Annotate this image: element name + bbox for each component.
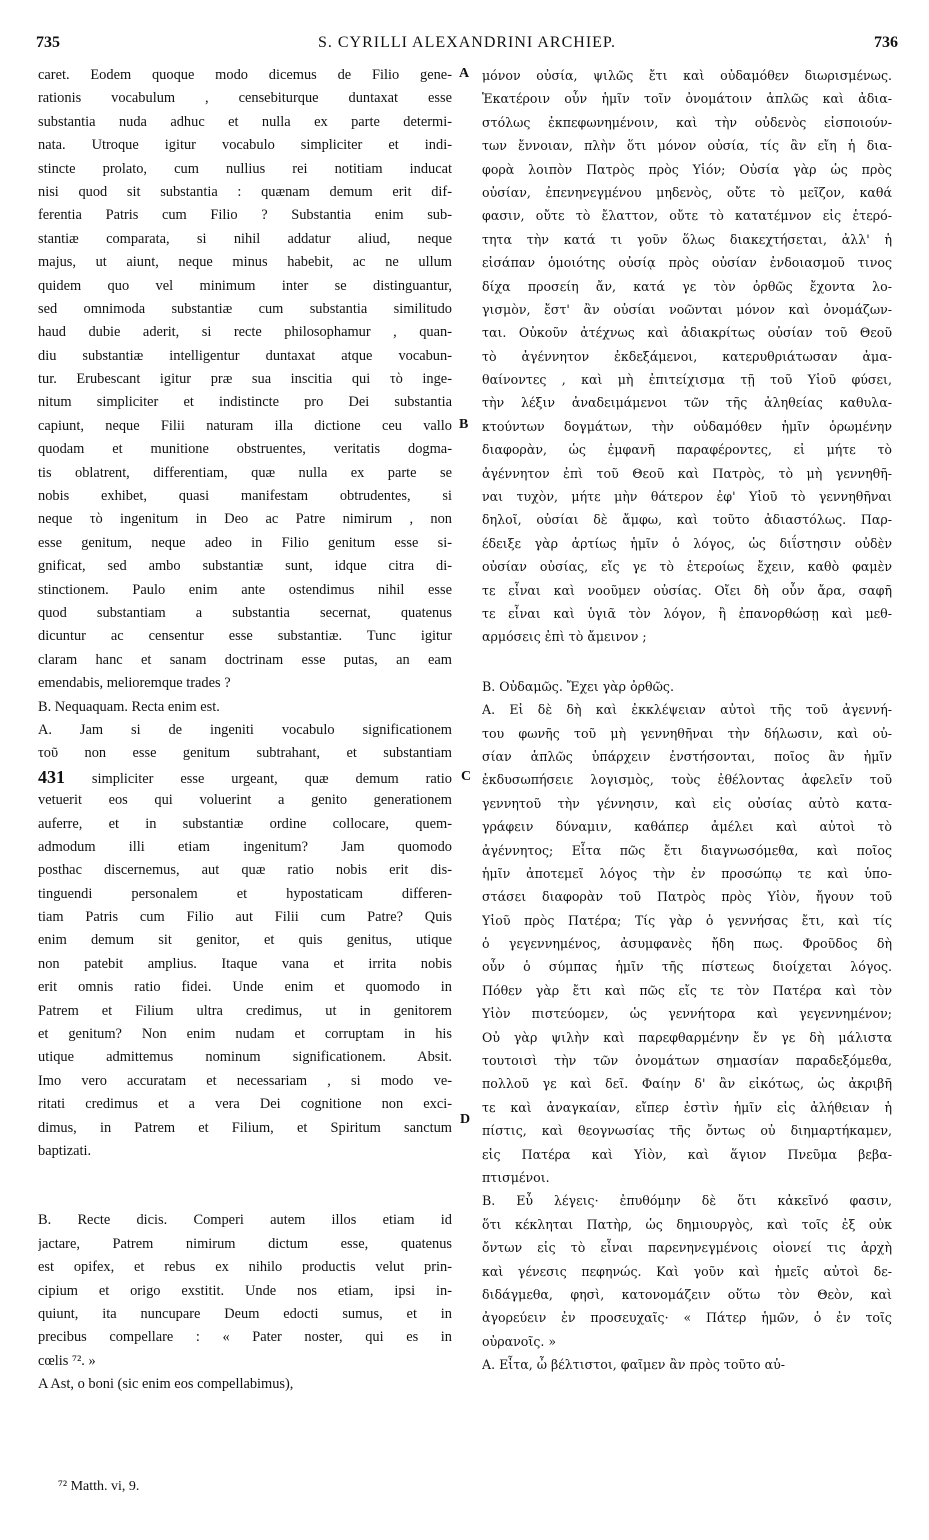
text-line: caret. Eodem quoque modo dicemus de Filio gene- (38, 67, 452, 83)
text-line: dimus, in Patrem et Filium, et Spiritum sanctum (38, 1119, 452, 1136)
text-line: γισμὸν, ἔστ' ἂν οὐσίαι νοῶνται μόνον καὶ ὀνομάζων- (482, 301, 892, 317)
text-line: neque τὸ ingenitum in Deo ac Patre nimirum , non (38, 511, 452, 528)
text-line: οὐσίαν οὐσίας, εἴς γε τὸ ἑτεροίως ἔχειν, καθὸ φαμὲν (482, 559, 892, 575)
inline-page-number: 431 (38, 766, 65, 787)
text-line: καὶ γένεσις πεφηνώς. Καὶ γοῦν καὶ ἡμεῖς αὐτοὶ δε- (482, 1263, 892, 1279)
text-line: στάσει διαφορὰν τοῦ Πατρὸς πρὸς Υἱὸν, ἤγουν τοῦ (482, 889, 892, 905)
text-line: εἰς Πατέρα καὶ Υἱὸν, καὶ ἅγιον Πνεῦμα βεβα- (482, 1146, 892, 1162)
text-line: stinctionem. Paulo enim ante ostendimus nihil esse (38, 581, 452, 598)
text-line: ritati credimus et a vera Dei cognitione non exci- (38, 1096, 452, 1113)
text-line: οὐρανοῖς. » (482, 1333, 557, 1349)
text-line (482, 662, 892, 675)
text-line: Α. Εἰ δὲ δὴ καὶ ἐκκλέψειαν αὐτοὶ τῆς τοῦ ἀγεννή- (482, 702, 892, 718)
text-line: posthac discernemus, aut quæ ratio nobis erit dis- (38, 862, 452, 879)
text-line: μόνον οὐσία, ψιλῶς ἔτι καὶ οὐδαμόθεν διωρισμένως. (482, 68, 892, 83)
text-line (38, 1163, 452, 1209)
text-line: διδάγμεθα, φησὶ, κατονομάζειν οὕτω τὸν Θεὸν, καὶ (482, 1286, 892, 1302)
text-line: θαίνοντες , καὶ μὴ ἐπιτείχισμα τῇ τοῦ Υἱοῦ φύσει, (482, 372, 892, 388)
text-line: ὅτι κέκληται Πατὴρ, ὡς δημιουργὸς, καὶ τοῖς ἐξ οὐκ (482, 1216, 892, 1232)
text-line: tis oblatrent, differentiam, quæ nulla ex parte se (38, 464, 452, 481)
text-line: ferentia Patris cum Filio ? Substantia enim sub- (38, 207, 452, 224)
text-line: nobis exhibet, quasi manifestam obtrudentes, si (38, 488, 452, 505)
text-line: tinguendi personalem et hypostaticam differen- (38, 885, 452, 902)
text-line: erit omnis ratio fidei. Unde enim et quomodo in (38, 979, 452, 996)
text-line: ναι τυχὸν, μήτε μὴν θάτερον ἐφ' Υἱοῦ τὸ γεννηθῆναι (482, 489, 892, 505)
text-line: ἡμῖν ἀποτεμεῖ λόγος τὴν ἐν προσώπῳ τε καὶ ὑπο- (482, 865, 892, 881)
text-line: Patrem et Filium ultra credimus, ut in genitorem (38, 1002, 452, 1019)
text-line: οὐσίαν, ἐπενηνεγμένου μηδενὸς, οὔτε τὸ μεῖζον, καθά (482, 184, 892, 200)
text-line: τε εἶναι καὶ ὑγιᾶ τὸν λόγον, ἢ ἐπανορθώσῃ καὶ μεθ- (482, 605, 892, 621)
text-line: 431 simpliciter esse urgeant, quæ demum ratio (38, 766, 452, 787)
text-line: Imo vero accuratam et necessariam , si modo ve- (38, 1072, 452, 1089)
text-line: δίχα προσείη ἄν, κατά γε τὸν ὀρθῶς ἔχοντα λο- (482, 278, 892, 294)
text-line: nitum simpliciter et indistincte pro Dei substantia (38, 394, 452, 411)
text-line: οὖν ὁ σύμπας ἡμῖν τῆς πίστεως διοίχεται λόγος. (482, 959, 892, 975)
page-number-left: 735 (36, 34, 60, 51)
text-line: αρμόσεις ἐπὶ τὸ ἄμεινον ; (482, 629, 647, 645)
text-line: ἀγέννητος; Εἶτα πῶς ἔτι διαγνωσόμεθα, καὶ ποῖος (482, 842, 892, 858)
text-line: τουτοισὶ τὴν τῶν ὀνομάτων σημασίαν παραδεξόμεθα, (482, 1053, 892, 1069)
text-line: γεννητοῦ τὴν γέννησιν, καὶ εἰς οὐσίας αὐτὸ κατα- (482, 795, 892, 811)
text-line: esse genitum, neque adeo in Filio genitum esse si- (38, 534, 452, 551)
text-line: ται. Οὐκοῦν ἀτέχνως καὶ ἀδιακρίτως οὐσίαν τοῦ Θεοῦ (482, 325, 892, 341)
text-line: baptizati. (38, 1142, 92, 1159)
text-line: A Ast, o boni (sic enim eos compellabimus), (38, 1376, 294, 1393)
text-line: auferre, et in substantiæ ordine collocare, quem- (38, 815, 452, 832)
text-line: jactare, Patrem nimirum dictum esse, quatenus (38, 1235, 452, 1252)
text-line: φορὰ λοιπὸν Πατρὸς πρὸς Υἱόν; Οὐσία γὰρ ὡς πρὸς (482, 161, 892, 177)
text-line: πίστις, καὶ θεογνωσίας τῆς ὄντως οὐ διημαρτήκαμεν, (482, 1123, 892, 1139)
text-line: Πόθεν γὰρ ἔτι καὶ πῶς εἴς τε τὸν Πατέρα καὶ τὸν (482, 982, 892, 998)
text-line: capiunt, neque Filii naturam illa dictione ceu vallo (38, 417, 452, 434)
section-marker-c: C (461, 769, 472, 784)
text-line: nata. Utroque igitur vocabulo simpliciter et indi- (38, 137, 452, 154)
text-line: φασιν, οὔτε τὸ ἔλαττον, οὔτε τὸ κατατέμνον εἰς ἑτερό- (482, 208, 892, 224)
text-line: ἐκδυσωπήσειε λογισμὸς, τοὺς ἐθέλοντας ἀφελεῖν τοῦ (482, 772, 892, 788)
text-line: των ἔννοιαν, πλὴν ὅτι μόνον οὐσία, τίς ἂν εἴη ἡ δια- (482, 138, 892, 154)
text-line: emendabis, melioremque trades ? (38, 675, 231, 692)
text-line: Υἱοῦ πρὸς Πατέρα; Τίς γὰρ ὁ γεννήσας ἔτι, καὶ τίς (482, 912, 892, 928)
text-line: τοῦ non esse genitum subtrahant, et substantiam (38, 745, 452, 762)
text-line: ὄντων εἰς τὸ εἶναι παρενηνεγμένοις οἱονεί τις ἀρχὴ (482, 1240, 892, 1256)
text-line: sed omnimoda substantiæ cum substantia similitudo (38, 300, 452, 317)
text-line: Υἱὸν πιστεύομεν, ὡς γεννήτορα καὶ γεγεννημένον; (482, 1006, 892, 1022)
text-line: claram hanc et sanam doctrinam esse putas, an eam (38, 651, 452, 668)
text-line: ἀγέννητον ἐπὶ τοῦ Θεοῦ καὶ Πατρὸς, τὸ μὴ γεννηθῆ- (482, 465, 892, 481)
text-line: γράφειν δύναμιν, καθάπερ ἀμέλει καὶ αὐτοὶ τὸ (482, 819, 892, 835)
text-line: Ἑκατέροιν οὖν ἡμῖν τοῖν ὀνομάτοιν ἁπλῶς καὶ ἀδια- (482, 91, 892, 107)
text-line: τητα τὴν κατά τι γοῦν ὅλως διακεχτήσεται, ἀλλ' ἡ (482, 231, 892, 247)
text-line: σίαν ἁπλῶς ὑπάρχειν ἐνστήσονται, ποῖος ἂν ἡμῖν (482, 748, 892, 764)
text-line: tur. Erubescant igitur præ sua inscitia qui τὸ inge- (38, 371, 452, 388)
text-line: quod substantiam a substantia secernat, quatenus (38, 604, 452, 621)
text-line: gnificat, sed ambo substantiæ sunt, idque citra di- (38, 558, 452, 575)
text-line: stincte prolato, cum nullius rei notitiam inducat (38, 160, 452, 177)
text-line: et genitum? Non enim nudam et corruptam in his (38, 1026, 452, 1043)
text-line: διαφορὰν, ὡς ἐμφανῆ παραφέροντες, εἰ μήτε τὸ (482, 442, 892, 458)
text-line: admodum illi etiam ingenitum? Jam quomodo (38, 838, 452, 855)
text-line: Β. Εὖ λέγεις· ἐπυθόμην δὲ ὅτι κἀκεῖνό φασιν, (482, 1193, 892, 1209)
greek-column (482, 64, 892, 1376)
text-line: substantia nuda adhuc et nulla ex parte determi- (38, 113, 452, 130)
section-marker-d: D (460, 1112, 471, 1127)
text-line: τε καὶ ἀναγκαίαν, εἴπερ ἐστὶν ἡμῖν εἰς ἀλήθειαν ἡ (482, 1099, 892, 1115)
text-line: haud dubie aderit, si recte philosophamur , quan- (38, 324, 452, 341)
latin-column (38, 64, 452, 1396)
text-line: tiam Patris cum Filio aut Filii cum Patre? Quis (38, 909, 452, 926)
text-line (482, 649, 892, 662)
text-line: έδειξε γὰρ ἀρτίως ἡμῖν ὁ λόγος, ὡς διΐστησιν οὐδὲν (482, 535, 892, 551)
text-line: vetuerit eos qui voluerint a genito generationem (38, 792, 452, 809)
page-number-right: 736 (874, 34, 898, 51)
text-line: quiunt, ita nuncupare Deum edocti sumus, et in (38, 1305, 452, 1322)
text-line: nisi quod sit substantia : quænam demum erit dif- (38, 183, 452, 200)
footnote: ⁷² Matth. vi, 9. (58, 1479, 140, 1494)
text-line: quidem quo vel minimum inter se distinguantur, (38, 277, 452, 294)
text-line: Οὐ γὰρ ψιλὴν καὶ παρεφθαρμένην ἔν γε δὴ μάλιστα (482, 1029, 892, 1045)
text-line: πτισμένοι. (482, 1169, 550, 1185)
text-line: Β. Οὐδαμῶς. Ἔχει γὰρ ὀρθῶς. (482, 678, 674, 694)
text-line: στόλως ἐκπεφωνημένοιν, καὶ τὴν οὐδενὸς εἰσποιούν- (482, 114, 892, 130)
text-line: utique admittemus nominum significationem. Absit. (38, 1049, 452, 1066)
text-line: B. Nequaquam. Recta enim est. (38, 698, 220, 715)
text-line: precibus compellare : « Pater noster, qui es in (38, 1329, 452, 1346)
text-line: τὴν λέξιν ἀναδειμάμενοι τῶν τῆς ἀληθείας καθυλα- (482, 395, 892, 411)
text-line: τε εἶναι καὶ νοοῦμεν οὐσίας. Οἴει δὴ οὖν ἄρα, σαφῆ (482, 582, 892, 598)
text-line: quodam et munitione obstruentes, veritatis dogma- (38, 441, 452, 458)
text-line: est opifex, et rebus ex nihilo productis velut prin- (38, 1259, 452, 1276)
text-line: A. Jam si de ingeniti vocabulo significationem (38, 721, 452, 738)
text-line: rationis vocabulum , censebiturque duntaxat esse (38, 90, 452, 107)
section-marker-b: B (459, 417, 469, 432)
text-line: enim demum sit genitor, et quis genitus, utique (38, 932, 452, 949)
text-line: του φωνῆς τοῦ μὴ γεννηθῆναι τὴν δήλωσιν, καὶ οὐ- (482, 725, 892, 741)
running-header (36, 34, 898, 56)
text-line: Α. Εἶτα, ὦ βέλτιστοι, φαῖμεν ἂν πρὸς τοῦτο αὐ- (482, 1357, 786, 1373)
text-line: πολλοῦ γε καὶ δεῖ. Φαίην δ' ἂν εἰκότως, ὡς ἀκριβῆ (482, 1076, 892, 1092)
text-line: majus, ut aiunt, neque minus habebit, ac ne ullum (38, 254, 452, 271)
text-line: κτούντων δογμάτων, τὴν οὐδαμόθεν ἡμῖν ὁρωμένην (482, 418, 892, 434)
text-line: dicuntur ac censentur esse substantiæ. Tunc igitur (38, 628, 452, 645)
text-line: diu substantiæ intelligentur duntaxat atque vocabun- (38, 347, 452, 364)
text-line: ἀγορεύειν ἐν προσευχαῖς· « Πάτερ ἡμῶν, ὁ ἐν τοῖς (482, 1310, 892, 1326)
text-line: δηλοῖ, οὐσίαι δὲ ἄμφω, καὶ τοῦτο ἀδιαστόλως. Παρ- (482, 512, 892, 528)
text-line: ὁ γεγεννημένος, ἀσυμφανὲς ἤδη πως. Φροῦδος δὴ (482, 936, 892, 952)
text-line: B. Recte dicis. Comperi autem illos etiam id (38, 1212, 452, 1229)
running-title: S. CYRILLI ALEXANDRINI ARCHIEP. (317, 34, 617, 51)
text-line: non patebit amplius. Itaque vana et irrita nobis (38, 955, 452, 972)
text-line: τὸ ἀγέννητον ἐκδεξάμενοι, κατερυθριάτωσαν ἀμα- (482, 348, 892, 364)
text-line: cipium et origo exstitit. Unde nos etiam, ipsi in- (38, 1282, 452, 1299)
section-marker-a: A (459, 66, 470, 81)
text-line: εἰσάπαν ὁμοιότης οὐσίᾳ πρὸς οὐσίαν ἐνδοιασμοῦ τινος (482, 255, 892, 271)
text-line: cœlis ⁷². » (38, 1352, 96, 1369)
text-line: stantiæ comparata, si nihil addatur aliud, neque (38, 230, 452, 247)
